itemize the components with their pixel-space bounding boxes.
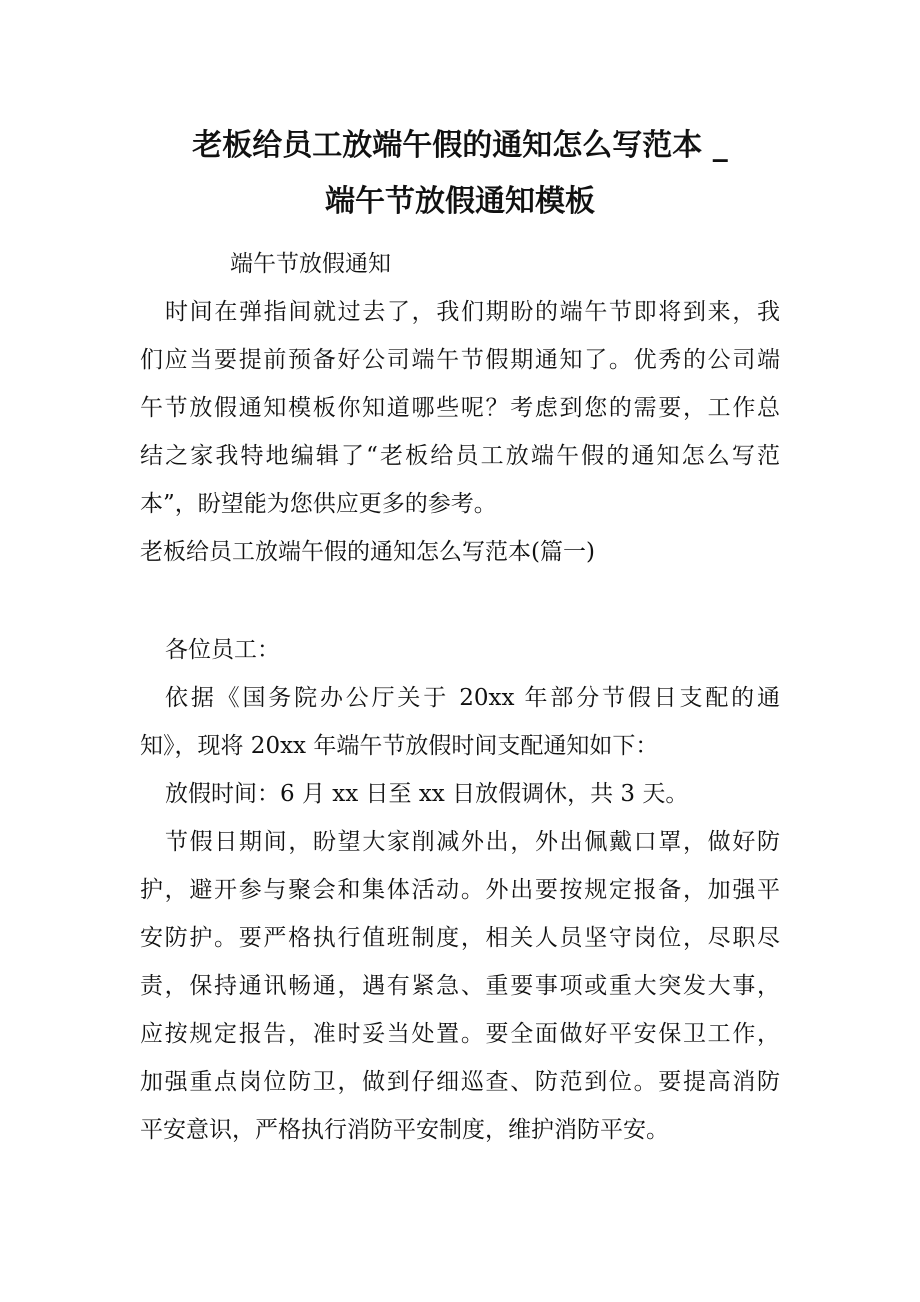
basis-line: 知》，现将 20xx 年端午节放假时间支配通知如下： <box>140 733 659 759</box>
section-title: 老板给员工放端午假的通知怎么写范本(篇一) <box>140 539 595 565</box>
document-title-line-2: 端午节放假通知模板 <box>325 184 595 219</box>
intro-line: 们应当要提前预备好公司端午节假期通知了。优秀的公司端 <box>140 347 780 373</box>
intro-line: 时间在弹指间就过去了，我们期盼的端午节即将到来，我 <box>165 299 780 325</box>
subheading: 端午节放假通知 <box>230 251 391 277</box>
intro-line: 结之家我特地编辑了“老板给员工放端午假的通知怎么写范 <box>140 443 780 469</box>
basis-line: 依据《国务院办公厅关于 20xx 年部分节假日支配的通 <box>165 685 780 711</box>
notice-line: 加强重点岗位防卫，做到仔细巡查、防范到位。要提高消防 <box>140 1069 780 1095</box>
notice-line: 平安意识，严格执行消防平安制度，维护消防平安。 <box>140 1117 669 1143</box>
intro-line: 午节放假通知模板你知道哪些呢？考虑到您的需要，工作总 <box>140 395 780 421</box>
notice-line: 责，保持通讯畅通，遇有紧急、重要事项或重大突发大事， <box>140 973 780 999</box>
notice-line: 节假日期间，盼望大家削减外出，外出佩戴口罩，做好防 <box>165 829 780 855</box>
notice-line: 应按规定报告，准时妥当处置。要全面做好平安保卫工作， <box>140 1021 780 1047</box>
notice-line: 护，避开参与聚会和集体活动。外出要按规定报备，加强平 <box>140 877 780 903</box>
document-title-line-1: 老板给员工放端午假的通知怎么写范本 _ <box>192 128 728 163</box>
salutation: 各位员工： <box>165 637 280 663</box>
holiday-time: 放假时间：6 月 xx 日至 xx 日放假调休，共 3 天。 <box>165 781 689 807</box>
intro-line: 本”，盼望能为您供应更多的参考。 <box>140 491 497 517</box>
notice-line: 安防护。要严格执行值班制度，相关人员坚守岗位，尽职尽 <box>140 925 780 951</box>
